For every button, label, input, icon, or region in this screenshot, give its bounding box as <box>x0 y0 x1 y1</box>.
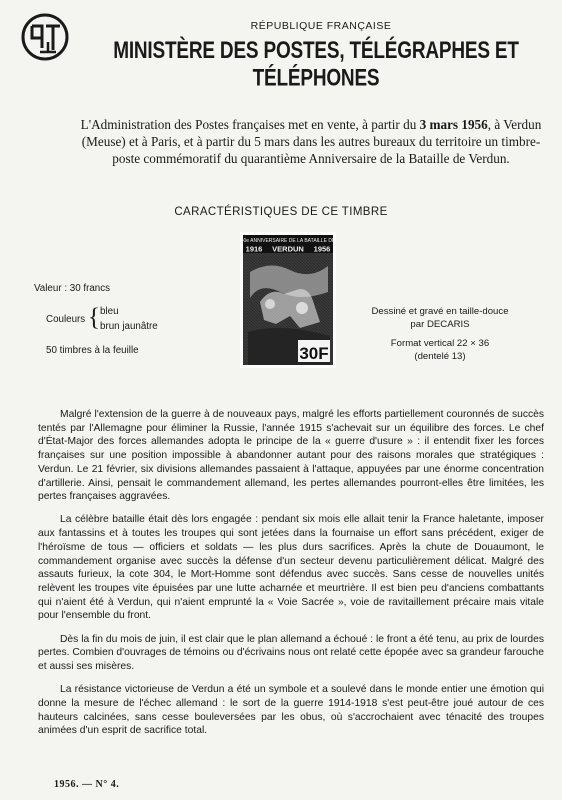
stamp-year-right: 1956 <box>313 244 331 254</box>
paragraph: Dès la fin du mois de juin, il est clair que le plan allemand a échoué : le front a été tenu, au prix de lourdes pertes. Combien d'ouvrages de témoins ou d'écrivains nous ont relaté cette épopée avec sa grandeur farouche et aussi ses misères. <box>38 633 544 672</box>
intro-paragraph <box>70 116 552 167</box>
stamp-value-spec: Valeur : 30 francs <box>34 283 111 294</box>
stamp-name: VERDUN <box>272 244 304 254</box>
stamp-value: 30F <box>299 344 329 363</box>
design-line-2: par DECARIS <box>410 318 470 330</box>
paragraph: La célèbre bataille était dès lors engagée : pendant six mois elle allait tenir la France haletante, imposer aux fantassins et à toutes les troupes qui sont jetées dans la fournaise un effort sans précédent, exiger de l'héroïsme de tous — officiers et soldats — les plus durs sacrifices. Après la chute de Douaumont, le commandement organise avec succès la défense d'un secteur devenu particulièrement délicat. Malgré des assauts furieux, la cote 304, le Mort-Homme sont défendus avec succès. Sans cesse de nouvelles unités relèvent les troupes vite épuisées par une lutte acharnée et meurtrière. Il est bien peu d'anciens combattants qui n'aient été à Verdun, qui n'aient emprunté la « Voie Sacrée », voie de ravitaillement précaire mais vitale pour l'ensemble du front. <box>38 514 544 622</box>
specs-right <box>355 306 525 363</box>
verdun-soldiers-stamp-icon <box>240 232 336 368</box>
perforation-spec: (dentelé 13) <box>414 350 466 362</box>
colours-spec <box>46 305 176 335</box>
design-line-1: Dessiné et gravé en taille-douce <box>371 306 509 317</box>
history-text <box>38 408 544 747</box>
intro-date: 3 mars 1956 <box>419 117 488 132</box>
format-spec: Format vertical 22 × 36 <box>390 338 490 349</box>
brace-icon: { <box>88 304 100 331</box>
stamp-top-text: 40e ANNIVERSAIRE DE LA BATAILLE DE <box>240 238 336 244</box>
stamp-year-left: 1916 <box>245 244 263 254</box>
ministry-heading: MINISTÈRE DES POSTES, TÉLÉGRAPHES ET TÉLÉPHONES <box>113 38 519 92</box>
colour-2: brun jaunâtre <box>100 321 158 332</box>
paragraph: Malgré l'extension de la guerre à de nouveaux pays, malgré les efforts partiellement couronnés de succès tentés par l'Allemagne pour éliminer la Russie, l'année 1915 s'achevait sur un équilibre des forces. Le chef d'État-Major des forces allemandes adopta le principe de la « guerre d'usure » : il entendit fixer les forces françaises sur une position impossible à abandonner autant pour des raisons morales que stratégiques : Verdun. Le 21 février, six divisions allemandes passaient à l'attaque, appuyées par une énorme concentration d'artillerie. Ainsi, pensait le commandement allemand, les pertes allemandes pourront-elles être limitées, les pertes françaises aggravées. <box>38 409 544 503</box>
colour-1: bleu <box>100 306 119 317</box>
intro-text-2: , à Verdun (Meuse) et à Paris, et à partir du 5 mars dans les autres bureaux du territoire un timbre-poste commémoratif du quarantième Anniversaire de la Bataille de Verdun. <box>81 117 542 166</box>
paragraph: La résistance victorieuse de Verdun a été un symbole et a soulevé dans le monde entier une émotion qui donne la mesure de l'échec allemand : le sort de la guerre 1914-1918 s'est peut-être joué autour de ces hauteurs calcinées, sans cesse bouleversées par les obus, où s'accrochaient avec ténacité des troupes animées d'un esprit de sacrifice total. <box>38 684 544 737</box>
characteristics-heading: CARACTÉRISTIQUES DE CE TIMBRE <box>174 206 388 218</box>
sheet-count-spec: 50 timbres à la feuille <box>46 345 139 356</box>
intro-text-1: L'Administration des Postes françaises met en vente, à partir du <box>80 117 420 132</box>
colours-label: Couleurs <box>46 314 86 325</box>
republic-heading: RÉPUBLIQUE FRANÇAISE <box>250 20 392 32</box>
footer-reference: 1956. — N° 4. <box>54 779 120 790</box>
